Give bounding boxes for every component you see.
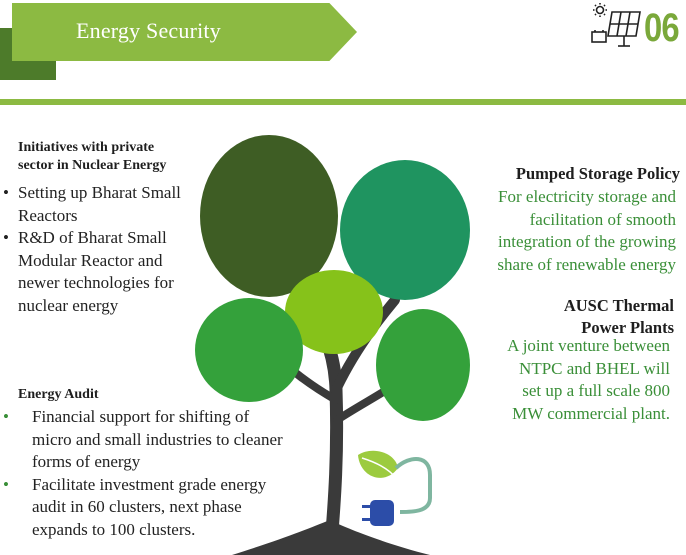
list-item: • R&D of Bharat Small Modular Reactor and newer technologies for nuclear energy	[3, 228, 174, 315]
bullet-dot: •	[3, 183, 9, 202]
pumped-text: For electricity storage and facilitation of smooth integration of the growing share of renewable energy	[497, 187, 676, 274]
bullet-dot: •	[3, 474, 9, 494]
bullet-dot: •	[3, 407, 9, 426]
leaf-plug-icon	[358, 451, 430, 526]
page-number: 06	[644, 6, 679, 50]
page-title: Energy Security	[76, 18, 221, 43]
list-item: • Setting up Bharat Small Reactors	[3, 183, 181, 225]
ausc-heading: AUSC Thermal Power Plants	[563, 296, 674, 337]
nuclear-list	[0, 182, 210, 317]
leaf-green-right	[376, 309, 470, 421]
audit-list	[0, 406, 330, 541]
audit-heading: Energy Audit	[18, 387, 99, 402]
leaf-green-left	[195, 298, 303, 402]
pumped-heading: Pumped Storage Policy	[515, 164, 680, 183]
list-item: • Facilitate investment grade energy audit in 60 clusters, next phase expands to 100 clusters.	[3, 474, 267, 539]
list-item: • Financial support for shifting of micro and small industries to cleaner forms of energy	[3, 407, 283, 471]
bullet-dot: •	[3, 228, 9, 247]
nuclear-heading: Initiatives with private sector in Nuclear Energy	[18, 140, 167, 173]
ausc-text: A joint venture between NTPC and BHEL will set up a full scale 800 MW commercial plant.	[507, 336, 670, 423]
